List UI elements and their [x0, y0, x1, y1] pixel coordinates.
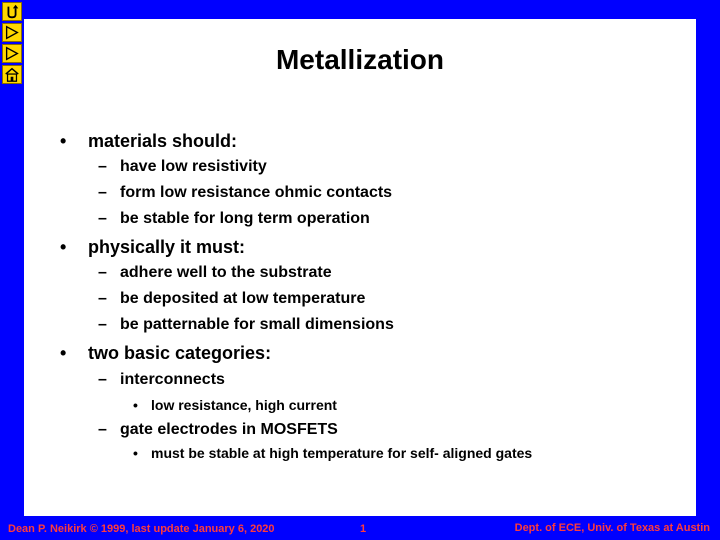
dash-marker: – [98, 158, 107, 175]
footer-author: Dean P. Neikirk © 1999, last update January 6, 2020 [8, 523, 275, 535]
dash-marker: – [98, 184, 107, 201]
list-item: be patternable for small dimensions [120, 316, 394, 333]
page-number: 1 [360, 523, 367, 535]
list-item: gate electrodes in MOSFETS [120, 421, 338, 438]
dash-marker: – [98, 264, 107, 281]
bullet-marker: • [60, 343, 67, 363]
list-item: have low resistivity [120, 158, 267, 175]
dash-marker: – [98, 421, 107, 438]
bullet-marker: • [60, 131, 67, 151]
dash-marker: – [98, 290, 107, 307]
list-item: low resistance, high current [151, 397, 337, 413]
list-item: two basic categories: [88, 343, 272, 363]
up-return-icon[interactable] [2, 2, 22, 21]
list-item: adhere well to the substrate [120, 264, 332, 281]
next-triangle-icon[interactable] [2, 23, 22, 42]
dash-marker: – [98, 210, 107, 227]
bullet-marker: • [133, 445, 138, 461]
list-item: physically it must: [88, 237, 246, 257]
dash-marker: – [98, 316, 107, 333]
footer-department: Dept. of ECE, Univ. of Texas at Austin [514, 522, 710, 534]
list-item: be deposited at low temperature [120, 290, 366, 307]
bullet-marker: • [133, 397, 138, 413]
list-item: materials should: [88, 131, 238, 151]
dash-marker: – [98, 371, 107, 388]
list-item: interconnects [120, 371, 225, 388]
list-item: form low resistance ohmic contacts [120, 184, 393, 201]
list-item: be stable for long term operation [120, 210, 370, 227]
slide-title: Metallization [275, 44, 444, 75]
list-item: must be stable at high temperature for self- aligned gates [151, 445, 533, 461]
bullet-marker: • [60, 237, 67, 257]
